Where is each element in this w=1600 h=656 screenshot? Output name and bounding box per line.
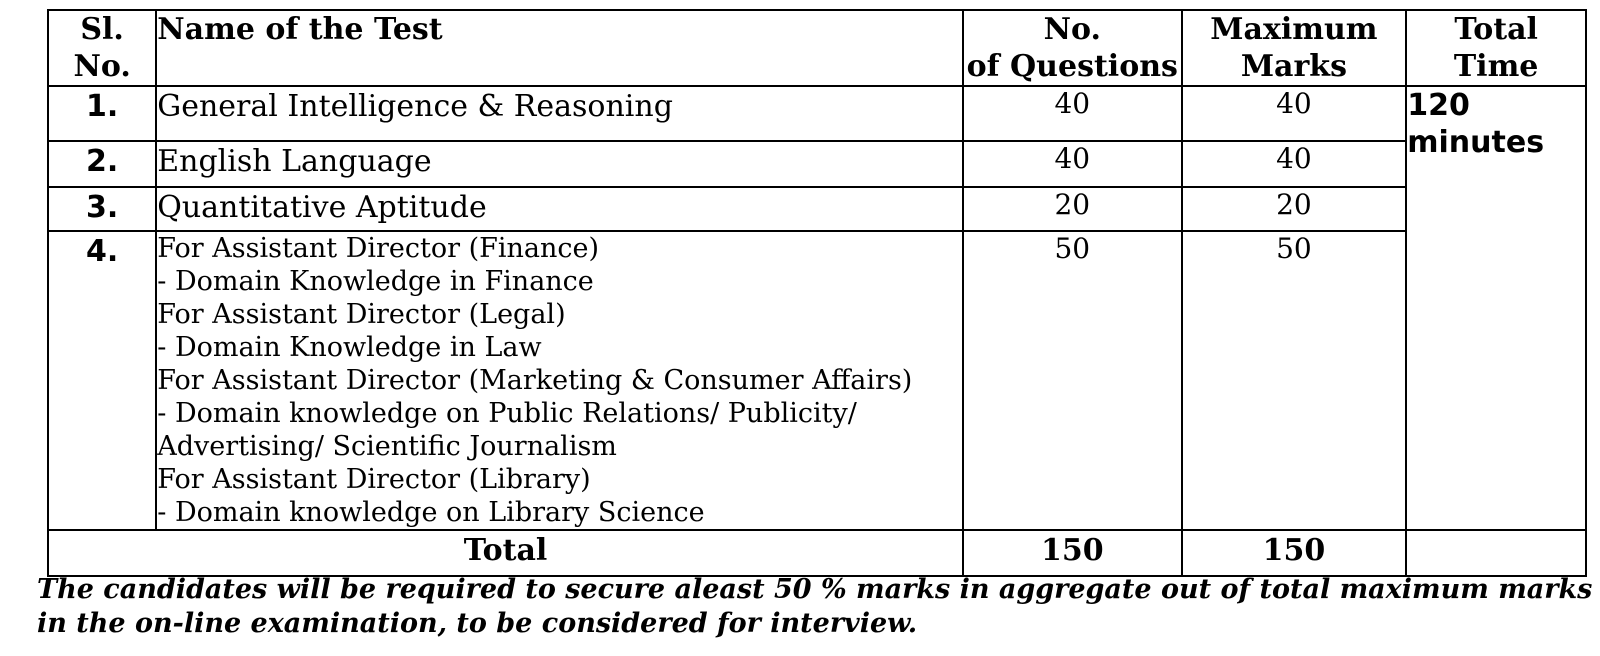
row-sl-no: 2. — [48, 141, 156, 187]
row-test-name: Quantitative Aptitude — [156, 187, 963, 231]
row-questions: 40 — [963, 141, 1182, 187]
table-row — [48, 86, 1586, 141]
header-max-marks: Maximum Marks — [1182, 10, 1407, 86]
total-row — [48, 530, 1586, 576]
row-test-name: English Language — [156, 141, 963, 187]
total-time-value: 120 — [1407, 88, 1470, 123]
domain-line: - Domain Knowledge in Finance — [157, 266, 594, 297]
domain-line: For Assistant Director (Finance) — [157, 233, 600, 264]
total-time-empty — [1406, 530, 1586, 576]
row-questions: 50 — [963, 231, 1182, 530]
domain-line: - Domain Knowledge in Law — [157, 332, 542, 363]
header-total-time: Total Time — [1406, 10, 1586, 86]
row-marks: 40 — [1182, 141, 1407, 187]
row-marks: 40 — [1182, 86, 1407, 141]
domain-line: For Assistant Director (Marketing & Consumer Affairs) — [157, 365, 913, 396]
header-test-name: Name of the Test — [156, 10, 963, 86]
row-questions: 20 — [963, 187, 1182, 231]
exam-pattern-table — [47, 9, 1587, 577]
row-test-name: General Intelligence & Reasoning — [156, 86, 963, 141]
table-row — [48, 141, 1586, 187]
row-sl-no: 4. — [48, 231, 156, 530]
row-marks: 50 — [1182, 231, 1407, 530]
row-sl-no: 3. — [48, 187, 156, 231]
domain-line: For Assistant Director (Legal) — [157, 299, 566, 330]
row-sl-no: 1. — [48, 86, 156, 141]
total-label: Total — [48, 530, 963, 576]
row-questions: 40 — [963, 86, 1182, 141]
header-questions: No. of Questions — [963, 10, 1182, 86]
domain-line: Advertising/ Scientific Journalism — [157, 431, 617, 462]
table-row — [48, 231, 1586, 530]
table-row — [48, 187, 1586, 231]
domain-line: For Assistant Director (Library) — [157, 464, 591, 495]
header-row — [48, 10, 1586, 86]
qualifying-note — [37, 573, 1597, 641]
total-time-unit: minutes — [1407, 125, 1545, 160]
row-marks: 20 — [1182, 187, 1407, 231]
note-line-2: in the on-line examination, to be considered for interview. — [37, 608, 918, 639]
domain-line: - Domain knowledge on Library Science — [157, 497, 705, 528]
header-sl-no: Sl. No. — [48, 10, 156, 86]
total-time-cell — [1406, 86, 1586, 530]
total-marks: 150 — [1182, 530, 1407, 576]
domain-line: - Domain knowledge on Public Relations/ Publicity/ — [157, 398, 857, 429]
note-line-1: The candidates will be required to secure aleast 50 % marks in aggregate out of total maximum marks — [37, 574, 1593, 605]
row-test-name-multiline — [156, 231, 963, 530]
total-questions: 150 — [963, 530, 1182, 576]
